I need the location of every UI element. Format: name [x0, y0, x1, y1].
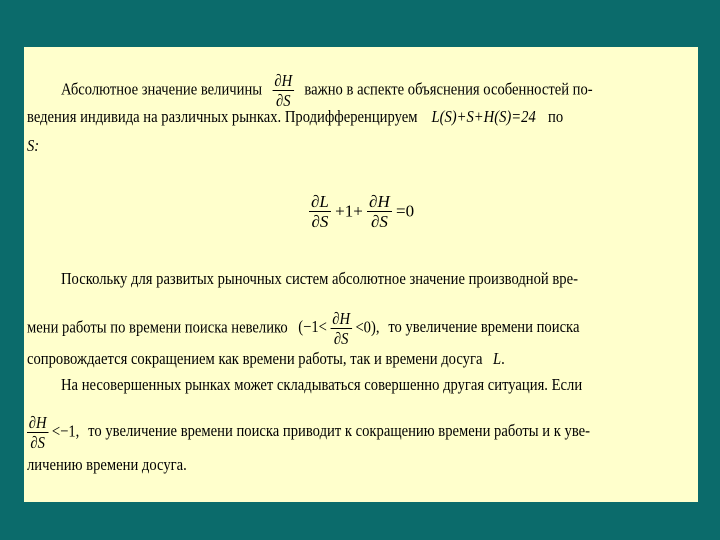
- p2-fraction-numerator: ∂H: [332, 309, 351, 328]
- p1-fraction-denominator: ∂S: [276, 91, 291, 110]
- eq-fraction-2-denominator: ∂S: [370, 212, 388, 231]
- p1-fraction-numerator: ∂H: [274, 71, 293, 90]
- p3-inequality: <−1,: [51, 421, 80, 441]
- p3-fraction-dh-ds: [27, 413, 48, 452]
- p2-fraction-denominator: ∂S: [333, 329, 349, 348]
- p1-line-2-text: ведения индивида на различных рынках. Продифференцируем: [27, 107, 418, 126]
- p3-line-2-tail: то увеличение времени поиска приводит к сокращению времени работы и к уве-: [88, 421, 591, 441]
- eq-fraction-1-numerator: ∂L: [311, 192, 329, 211]
- p1-line-2: [27, 107, 563, 127]
- p2-inequality-open: (−1<: [298, 317, 327, 337]
- eq-fraction-dl-ds: [309, 192, 331, 231]
- p2-line-1: Поскольку для развитых рыночных систем абсолютное значение производной вре-: [61, 269, 578, 288]
- p3-fraction-denominator: ∂S: [30, 433, 45, 452]
- p2-line-3-end: .: [501, 349, 505, 368]
- p1-equation-inline: L(S)+S+H(S)=24: [431, 107, 536, 126]
- p2-line-3: [27, 349, 505, 369]
- p1-fraction-dh-ds: [273, 71, 294, 110]
- p2-line-2-tail: то увеличение времени поиска: [388, 317, 580, 337]
- p2-line-3-text: сопровождается сокращением как времени работы, так и времени досуга: [27, 349, 483, 368]
- equation-derivative-sum: [309, 192, 414, 231]
- p2-variable-l: L: [492, 349, 502, 368]
- p1-line-1-text: Абсолютное значение величины: [61, 79, 263, 99]
- p2-line-2: [27, 309, 579, 348]
- p2-fraction-dh-ds: [331, 309, 352, 348]
- p1-line-1-tail: важно в аспекте объяснения особенностей по-: [304, 79, 593, 99]
- p1-line-1: [61, 71, 654, 110]
- p3-line-1: На несовершенных рынках может складываться совершенно другая ситуация. Если: [61, 375, 583, 394]
- p1-line-3: S:: [27, 136, 40, 155]
- eq-fraction-dh-ds: [367, 192, 392, 231]
- p3-line-3: личению времени досуга.: [27, 455, 187, 474]
- eq-right-side: =0: [395, 201, 415, 221]
- p2-line-2-head: мени работы по времени поиска невелико: [27, 317, 288, 337]
- text-page: [24, 47, 698, 502]
- p3-fraction-numerator: ∂H: [28, 413, 47, 432]
- p3-line-2: [27, 413, 590, 452]
- eq-fraction-1-denominator: ∂S: [311, 212, 329, 231]
- eq-fraction-2-numerator: ∂H: [369, 192, 390, 211]
- p1-line-2-tail: по: [548, 107, 564, 126]
- p2-inequality-close: <0),: [355, 317, 380, 337]
- eq-middle-term: +1+: [335, 201, 363, 221]
